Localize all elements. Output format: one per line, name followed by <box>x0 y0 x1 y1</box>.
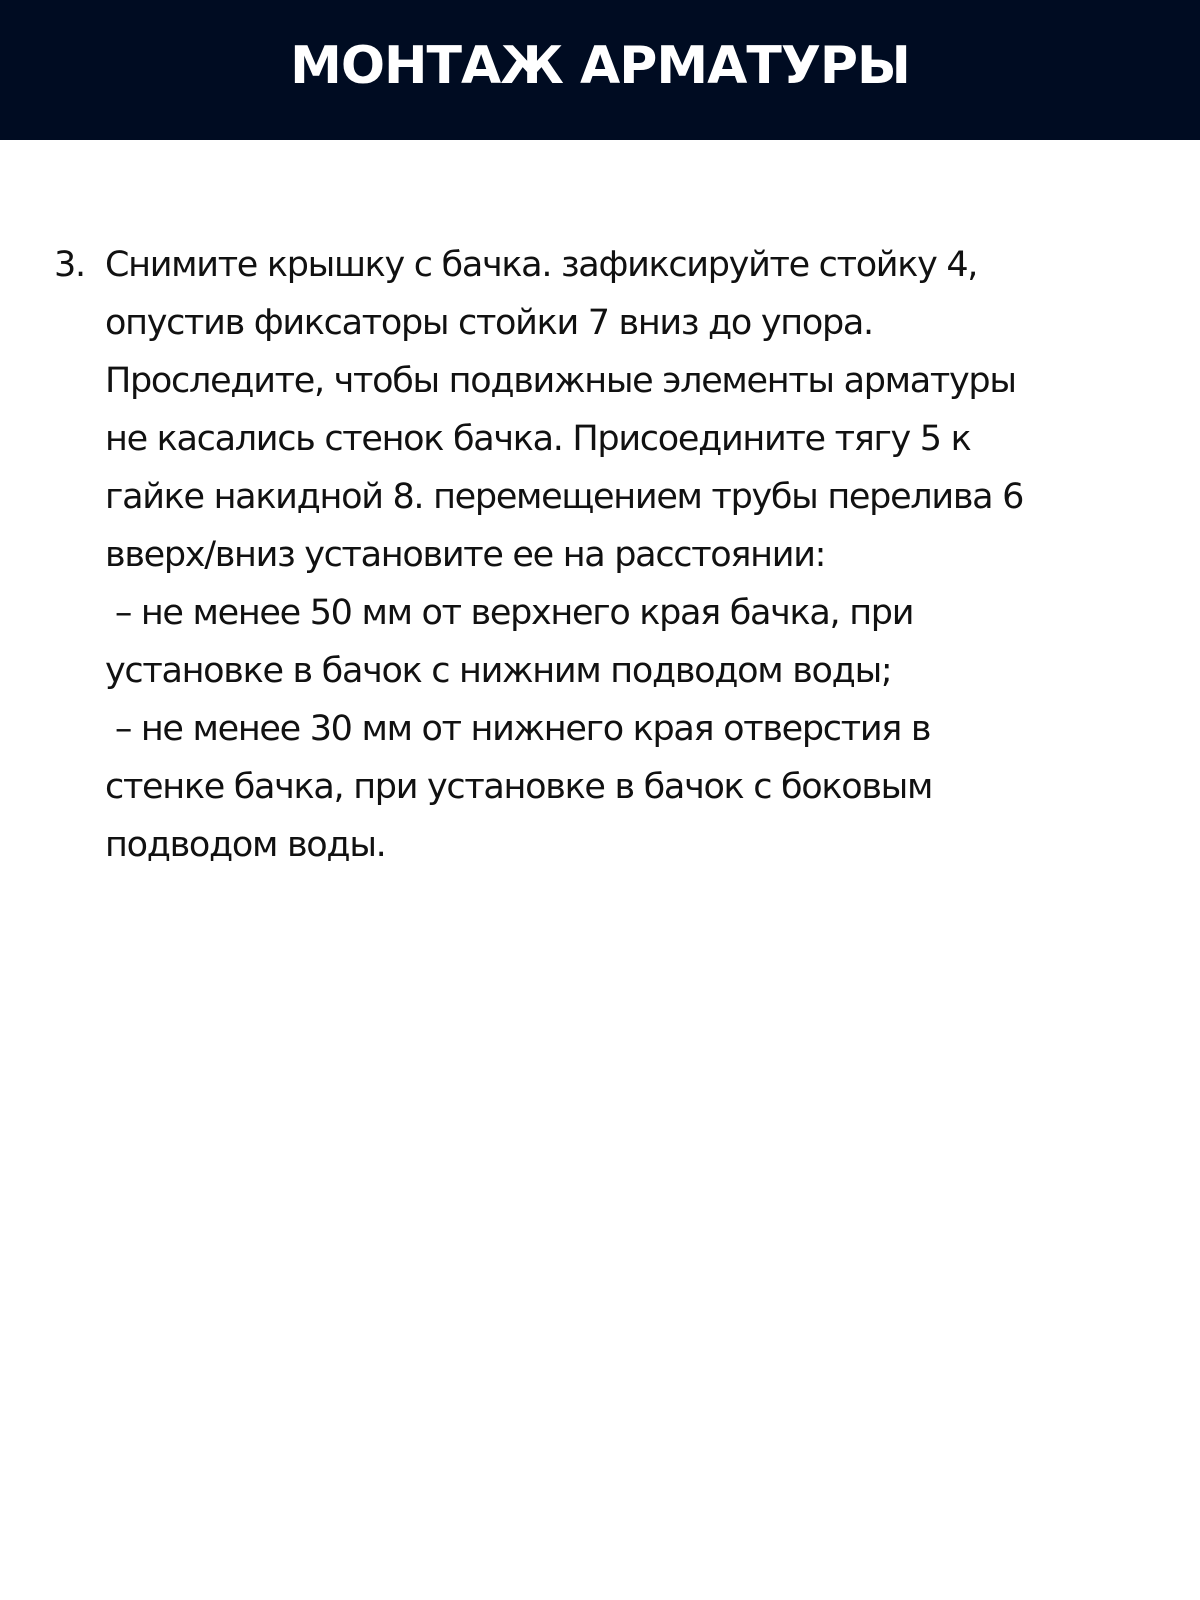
step-line: – не менее 30 мм от нижнего края отверстия в <box>105 709 931 749</box>
step-text <box>105 236 1164 874</box>
step-line: Проследите, чтобы подвижные элементы арматуры <box>105 361 1016 401</box>
step-line: вверх/вниз установите ее на расстоянии: <box>105 535 826 575</box>
step-line: не касались стенок бачка. Присоедините тягу 5 к <box>105 419 971 459</box>
step-line: установке в бачок с нижним подводом воды; <box>105 651 892 691</box>
instruction-step <box>54 236 1164 874</box>
instruction-content <box>54 236 1164 874</box>
step-line: стенке бачка, при установке в бачок с боковым <box>105 767 933 807</box>
step-line: гайке накидной 8. перемещением трубы перелива 6 <box>105 477 1024 517</box>
page-title: МОНТАЖ АРМАТУРЫ <box>290 36 910 96</box>
header-banner <box>0 0 1200 140</box>
step-line: опустив фиксаторы стойки 7 вниз до упора. <box>105 303 873 343</box>
step-line: подводом воды. <box>105 825 386 865</box>
step-line: – не менее 50 мм от верхнего края бачка, при <box>105 593 914 633</box>
step-number: 3. <box>54 245 85 285</box>
step-line: Снимите крышку с бачка. зафиксируйте стойку 4, <box>105 245 978 285</box>
